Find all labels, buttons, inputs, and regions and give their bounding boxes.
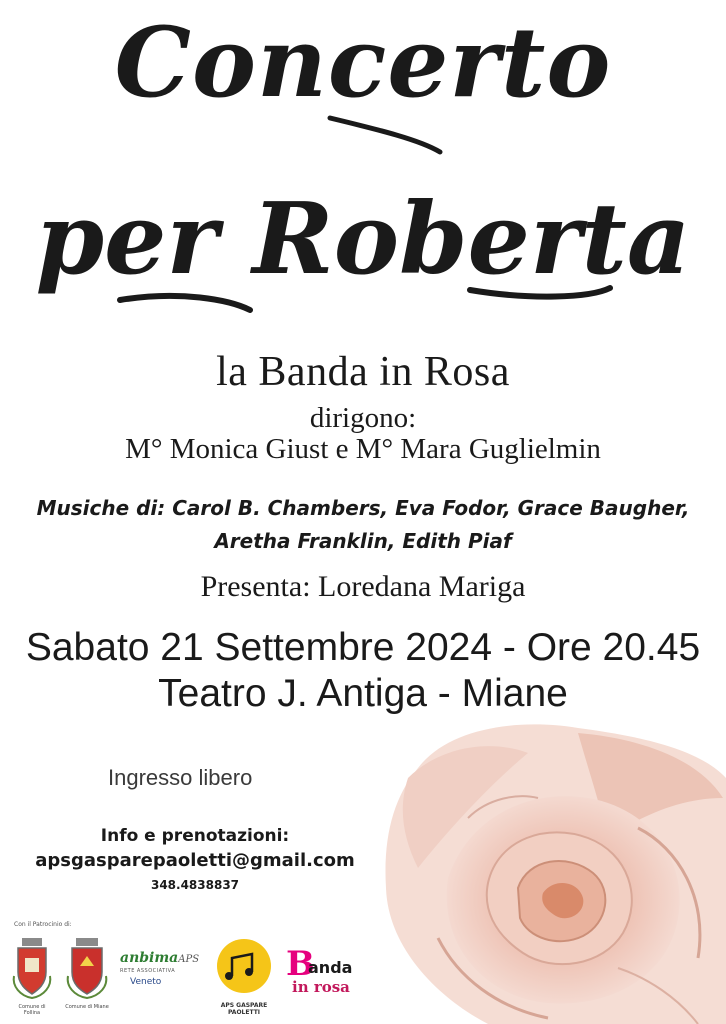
anbima-aps: APS xyxy=(178,954,200,965)
in-rosa-text: in rosa xyxy=(292,978,350,996)
anbima-text: anbima xyxy=(120,950,179,966)
aps-gaspare-paoletti-logo-icon xyxy=(208,936,280,1016)
comune-follina-crest-icon xyxy=(10,936,54,1016)
anbima-sub: RETE ASSOCIATIVA xyxy=(120,968,176,974)
contact-label: Info e prenotazioni: xyxy=(100,826,290,846)
conductors-label: dirigono: xyxy=(309,402,417,434)
contact-email[interactable]: apsgasparepaoletti@gmail.com xyxy=(35,850,355,871)
music-credits xyxy=(20,492,706,558)
entry-info: Ingresso libero xyxy=(108,765,253,790)
event-date: Sabato 21 Settembre 2024 - Ore 20.45 xyxy=(25,626,701,669)
miane-caption: Comune di Miane xyxy=(65,1004,109,1010)
presenter: Presenta: Loredana Mariga xyxy=(200,570,526,603)
aps-caption: APS GASPARE PAOLETTI xyxy=(220,1002,268,1016)
follina-caption: Comune di Follina xyxy=(18,1004,46,1016)
music-credits-line-1: Musiche di: Carol B. Chambers, Eva Fodor, Grace Baugher, xyxy=(36,496,690,520)
ensemble-name: la Banda in Rosa xyxy=(216,349,510,395)
comune-miane-crest-icon xyxy=(62,936,112,1010)
conductors-names: M° Monica Giust e M° Mara Guglielmin xyxy=(125,433,601,465)
anbima-logo-icon xyxy=(120,950,198,1000)
title-line-2: per Roberta xyxy=(35,182,691,297)
music-credits-line-2: Aretha Franklin, Edith Piaf xyxy=(214,529,512,553)
anbima-region: Veneto xyxy=(130,977,162,987)
contact-phone[interactable]: 348.4838837 xyxy=(150,878,240,892)
title-line-1: Concerto xyxy=(114,6,612,119)
rose-watercolor-icon xyxy=(378,708,726,1024)
event-venue: Teatro J. Antiga - Miane xyxy=(158,672,568,715)
banda-in-rosa-logo-icon: B anda in rosa xyxy=(286,944,353,996)
patronage-label: Con il Patrocinio di: xyxy=(14,921,72,928)
banda-text: anda xyxy=(308,958,353,977)
